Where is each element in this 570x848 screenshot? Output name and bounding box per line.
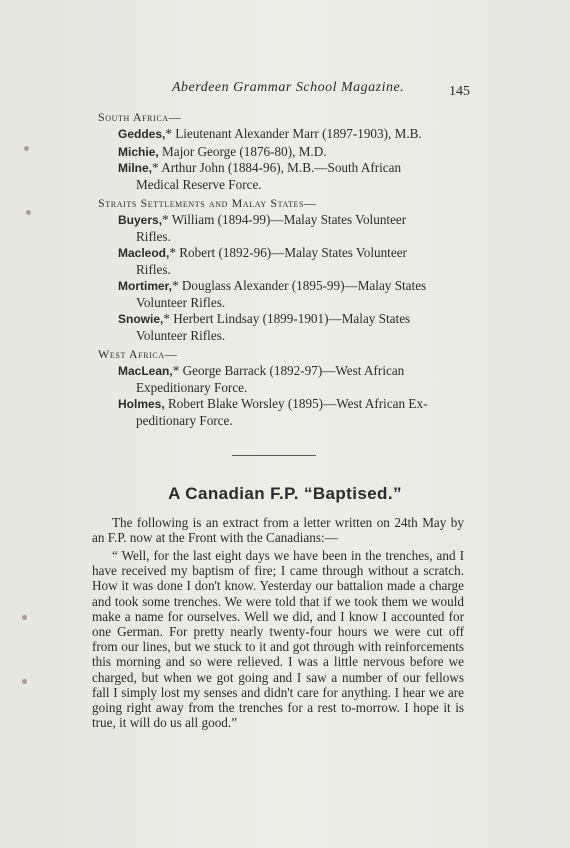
- entry-star: *: [162, 212, 169, 227]
- section-heading-straits: Straits Settlements and Malay States—: [98, 196, 317, 210]
- article-letter: “ Well, for the last eight days we have been in the trenches, and I have received my baptism of fire; I came through without a scratch. How it was done I don't know. Yesterday our battalion made a charge and took some trenches. We were told that if we took them we would make a name for ourselves. Well we did, and I know I accounted for one German. For pretty nearly twenty-four hours we were cut off from our lines, but we stuck to it and got through with reinforcements this morning and so were relieved. I was a little nervous before we charged, but when we got going and I saw a number of our fellows fall I simply lost my senses and didn't care for anything. I hear we are going right away from the trenches for a rest to-morrow. I hope it is true, it will do us all good.”: [92, 548, 464, 731]
- entry-text: Robert (1892-96)—Malay States Volunteer: [179, 245, 407, 260]
- entry-maclean: [118, 363, 470, 396]
- entry-buyers: [118, 212, 470, 245]
- entry-text: Robert Blake Worsley (1895)—West African Ex-: [167, 396, 428, 411]
- entry-milne: [118, 160, 470, 193]
- entry-name: Snowie,: [118, 312, 164, 326]
- entry-star: *: [152, 160, 159, 175]
- entry-name: Milne,: [118, 161, 153, 175]
- foxing-spot: [26, 210, 31, 215]
- entry-holmes: [118, 396, 470, 429]
- foxing-spot: [24, 146, 29, 151]
- entry-name: Michie,: [118, 145, 159, 159]
- entry-star: *: [172, 278, 179, 293]
- entry-text-continued: Volunteer Rifles.: [136, 327, 226, 343]
- entry-snowie: [118, 311, 470, 344]
- entry-text-continued: Medical Reserve Force.: [136, 176, 262, 192]
- entry-text-continued: Rifles.: [136, 228, 171, 244]
- entry-text: Lieutenant Alexander Marr (1897-1903), M.B.: [175, 126, 422, 141]
- article-intro: The following is an extract from a letter written on 24th May by an F.P. now at the Front with the Canadians:—: [92, 515, 464, 546]
- entry-text: William (1894-99)—Malay States Volunteer: [171, 212, 407, 227]
- entry-name: Holmes,: [118, 397, 165, 411]
- entry-text-continued: Rifles.: [136, 261, 171, 277]
- entry-name: Mortimer,: [118, 279, 173, 293]
- article-title: A Canadian F.P. “Baptised.”: [168, 484, 402, 503]
- foxing-spot: [22, 679, 27, 684]
- entry-text: Douglass Alexander (1895-99)—Malay States: [181, 278, 427, 293]
- entry-geddes: [118, 126, 470, 143]
- foxing-spot: [22, 615, 27, 620]
- section-heading-south-africa: South Africa—: [98, 110, 182, 124]
- entry-star: *: [163, 311, 170, 326]
- entry-star: *: [172, 363, 180, 378]
- page-number: 145: [449, 84, 470, 99]
- entry-name: Geddes,: [118, 127, 166, 141]
- entry-macleod: [118, 245, 470, 278]
- entry-mortimer: [118, 278, 470, 311]
- entry-text: Herbert Lindsay (1899-1901)—Malay States: [173, 311, 411, 326]
- entry-star: *: [165, 126, 172, 141]
- entry-text-continued: Expeditionary Force.: [136, 379, 248, 395]
- section-heading-west-africa: West Africa—: [98, 347, 178, 361]
- entry-text: Major George (1876-80), M.D.: [161, 144, 327, 159]
- entry-name: MacLean,: [118, 364, 173, 378]
- entry-text-continued: Volunteer Rifles.: [136, 294, 226, 310]
- entry-michie: [118, 144, 470, 161]
- entry-name: Macleod,: [118, 246, 170, 260]
- entry-name: Buyers,: [118, 213, 163, 227]
- section-divider-rule: [232, 455, 316, 456]
- entry-text-continued: peditionary Force.: [136, 412, 233, 428]
- entry-star: *: [169, 245, 176, 260]
- entry-text: George Barrack (1892-97)—West African: [182, 363, 405, 378]
- entry-text: Arthur John (1884-96), M.B.—South African: [161, 160, 402, 175]
- running-title: Aberdeen Grammar School Magazine.: [172, 80, 405, 95]
